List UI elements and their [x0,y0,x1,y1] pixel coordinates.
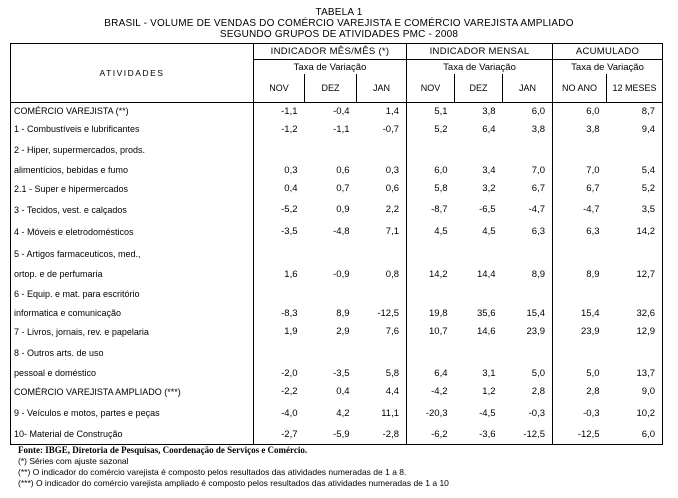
column-header: NOV [407,74,455,103]
value-cell: 9,4 [607,120,663,139]
value-cell: 6,0 [434,164,448,176]
value-cell: 0,3 [284,164,298,176]
table-row [11,365,663,382]
value-cell: 0,7 [336,183,350,194]
column-header: NO ANO [553,74,607,103]
value-cell [305,283,357,305]
value-cell: -1,1 [281,105,298,117]
value-cell: 0,6 [357,179,407,199]
value-cell: 8,7 [607,103,663,120]
value-cell [357,243,407,266]
column-header: JAN [503,74,553,103]
source-note: Fonte: IBGE, Diretoria de Pesquisas, Coordenação de Serviços e Comércio. [18,445,308,455]
atividades-header: ATIVIDADES [11,44,254,103]
value-cell: 2,8 [586,386,600,397]
value-cell [305,342,357,365]
row-label: 6 - Equip. e mat. para escritório [11,283,254,305]
value-cell: 6,3 [586,226,600,237]
value-cell: 3,5 [607,199,663,221]
value-cell [607,283,663,305]
value-cell: 6,0 [503,103,553,120]
value-cell: -6,2 [407,425,455,445]
value-cell: 5,8 [434,183,448,194]
value-cell [407,342,455,365]
value-cell [407,243,455,266]
value-cell [254,342,305,365]
value-cell: 6,0 [586,105,600,117]
value-cell: 7,6 [357,322,407,342]
value-cell: -0,9 [333,268,350,280]
table-row [11,221,663,243]
value-cell: 14,2 [429,268,448,280]
value-cell: -12,5 [357,305,407,322]
value-cell: -2,2 [281,386,298,397]
value-cell [553,243,607,266]
value-cell [407,283,455,305]
value-cell [455,283,503,305]
table-body [11,103,663,445]
row-label: 10- Material de Construção [11,425,254,445]
value-cell: 5,0 [586,367,600,379]
value-cell: 10,2 [607,402,663,425]
value-cell: -0,3 [583,407,600,419]
table-row [11,342,663,365]
row-label: 1 - Combustíveis e lubrificantes [11,120,254,139]
value-cell: -5,9 [305,425,357,445]
value-cell: 3,8 [503,120,553,139]
footnotes [18,445,449,489]
value-cell: 12,7 [607,266,663,283]
value-cell: -12,5 [553,425,607,445]
table-row [11,425,663,445]
value-cell: -4,0 [281,407,298,419]
subheader-taxa-mes-mes: Taxa de Variação [254,60,407,75]
value-cell: -4,7 [583,204,600,215]
value-cell [455,243,503,266]
table-row [11,199,663,221]
value-cell: 6,0 [607,425,663,445]
value-cell: 15,4 [503,305,553,322]
value-cell: 3,1 [482,367,496,379]
value-cell: 15,4 [581,307,600,319]
group-header-mensal: INDICADOR MENSAL [407,44,553,60]
value-cell: 3,8 [586,123,600,135]
value-cell: -1,2 [281,123,298,135]
value-cell [553,139,607,162]
value-cell: 0,6 [336,164,350,176]
value-cell [254,139,305,162]
table-row [11,322,663,342]
value-cell: 6,4 [482,123,496,135]
value-cell [254,283,305,305]
value-cell: 19,8 [429,307,448,319]
value-cell: 7,0 [503,162,553,179]
footnote-seasonal: (*) Séries com ajuste sazonal [18,456,129,466]
value-cell: 1,6 [284,268,298,280]
value-cell: 32,6 [607,305,663,322]
column-header: NOV [254,74,305,103]
row-label: 9 - Veículos e motos, partes e peças [11,402,254,425]
value-cell: 5,2 [607,179,663,199]
value-cell [305,243,357,266]
value-cell [254,243,305,266]
table-row [11,179,663,199]
table-row [11,382,663,402]
value-cell: 5,0 [503,365,553,382]
value-cell: 0,3 [357,162,407,179]
value-cell: -4,5 [479,407,496,419]
value-cell: 4,5 [482,226,496,237]
value-cell: 4,4 [357,382,407,402]
value-cell: 5,1 [434,105,448,117]
value-cell: 3,8 [482,105,496,117]
value-cell: 14,6 [477,326,496,337]
column-header: JAN [357,74,407,103]
value-cell: 23,9 [581,326,600,337]
row-label: 3 - Tecidos, vest. e calçados [11,199,254,221]
group-header-mes-mes: INDICADOR MÊS/MÊS (*) [254,44,407,60]
value-cell [455,139,503,162]
value-cell: 8,9 [586,268,600,280]
value-cell: 4,5 [434,226,448,237]
value-cell: 2,2 [357,199,407,221]
value-cell [455,342,503,365]
value-cell: 0,8 [357,266,407,283]
row-label: 4 - Móveis e eletrodomésticos [11,221,254,243]
value-cell [503,283,553,305]
value-cell: -2,8 [357,425,407,445]
value-cell: -1,1 [333,123,350,135]
table-row [11,162,663,179]
table-subtitle: SEGUNDO GRUPOS DE ATIVIDADES PMC - 2008 [219,29,459,40]
subheader-taxa-mensal: Taxa de Variação [407,60,553,75]
table-row [11,120,663,139]
value-cell [305,139,357,162]
value-cell: 12,9 [607,322,663,342]
value-cell: -5,2 [281,204,298,215]
value-cell: 23,9 [503,322,553,342]
value-cell: 3,2 [482,183,496,194]
value-cell: -4,7 [503,199,553,221]
row-label: COMÉRCIO VAREJISTA AMPLIADO (***) [11,382,254,402]
value-cell [357,342,407,365]
value-cell: 6,4 [434,367,448,379]
value-cell: 6,3 [503,221,553,243]
value-cell: -8,3 [281,307,298,319]
value-cell: 6,7 [503,179,553,199]
row-label: 5 - Artigos farmaceuticos, med., [11,243,254,266]
value-cell: -3,6 [455,425,503,445]
value-cell: -0,4 [333,105,350,117]
value-cell [503,342,553,365]
value-cell: -4,2 [431,386,448,397]
table-row [11,103,663,120]
value-cell: 8,9 [336,307,350,319]
value-cell: 14,2 [607,221,663,243]
value-cell [553,342,607,365]
column-header: 12 MESES [607,74,663,103]
value-cell: 4,2 [336,407,350,419]
value-cell: 13,7 [607,365,663,382]
value-cell: 5,2 [434,123,448,135]
value-cell: -4,8 [333,226,350,237]
value-cell: 2,8 [503,382,553,402]
value-cell: 3,4 [482,164,496,176]
row-label: 2 - Hiper, supermercados, prods. [11,139,254,162]
value-cell: 14,4 [477,268,496,280]
value-cell [503,243,553,266]
column-header: DEZ [455,74,503,103]
value-cell: 2,9 [336,326,350,337]
value-cell: -3,5 [281,226,298,237]
row-label: pessoal e doméstico [11,365,254,382]
row-label: informatica e comunicação [11,305,254,322]
value-cell [607,243,663,266]
value-cell: 10,7 [429,326,448,337]
group-header-acumulado: ACUMULADO [553,44,663,60]
row-label: 2.1 - Super e hipermercados [11,179,254,199]
value-cell: 1,2 [482,386,496,397]
row-label: ortop. e de perfumaria [11,266,254,283]
value-cell [357,139,407,162]
value-cell: 1,4 [357,103,407,120]
table-row [11,266,663,283]
value-cell: -0,7 [357,120,407,139]
value-cell [503,139,553,162]
table-row [11,402,663,425]
value-cell: 5,4 [607,162,663,179]
footnote-varejista: (**) O indicador do comércio varejista é composto pelos resultados das atividades numeradas de 1 a 8. [18,467,407,477]
value-cell: 0,4 [336,386,350,397]
column-header: DEZ [305,74,357,103]
value-cell: 9,0 [607,382,663,402]
row-label: 7 - Livros, jornais, rev. e papelaria [11,322,254,342]
value-cell: -2,7 [254,425,305,445]
value-cell: 7,1 [357,221,407,243]
value-cell: 7,0 [586,164,600,176]
value-cell [407,139,455,162]
value-cell: -0,3 [503,402,553,425]
sales-volume-table [10,43,663,445]
row-label: COMÉRCIO VAREJISTA (**) [11,103,254,120]
row-label: alimentícios, bebidas e fumo [11,162,254,179]
table-number: TABELA 1 [315,7,363,18]
table-row [11,283,663,305]
value-cell [357,283,407,305]
value-cell [607,139,663,162]
value-cell: -3,5 [333,367,350,379]
value-cell: -2,0 [281,367,298,379]
footnote-ampliado: (***) O indicador do comércio varejista ampliado é composto pelos resultados das atividades numeradas de 1 a 10 [18,478,449,488]
value-cell: 8,9 [503,266,553,283]
value-cell: 1,9 [284,326,298,337]
value-cell: 6,7 [586,183,600,194]
value-cell: -8,7 [431,204,448,215]
value-cell [607,342,663,365]
table-row [11,243,663,266]
value-cell: 11,1 [357,402,407,425]
table-title: BRASIL - VOLUME DE VENDAS DO COMÉRCIO VAREJISTA E COMÉRCIO VAREJISTA AMPLIADO [104,18,574,29]
row-label: 8 - Outros arts. de uso [11,342,254,365]
value-cell: -20,3 [425,407,448,419]
value-cell: -12,5 [503,425,553,445]
table-row [11,139,663,162]
value-cell: 0,4 [284,183,298,194]
value-cell: 35,6 [477,307,496,319]
value-cell: -6,5 [479,204,496,215]
subheader-taxa-acumulado: Taxa de Variação [553,60,663,75]
value-cell [553,283,607,305]
value-cell: 0,9 [336,204,350,215]
value-cell: 5,8 [357,365,407,382]
table-row [11,305,663,322]
